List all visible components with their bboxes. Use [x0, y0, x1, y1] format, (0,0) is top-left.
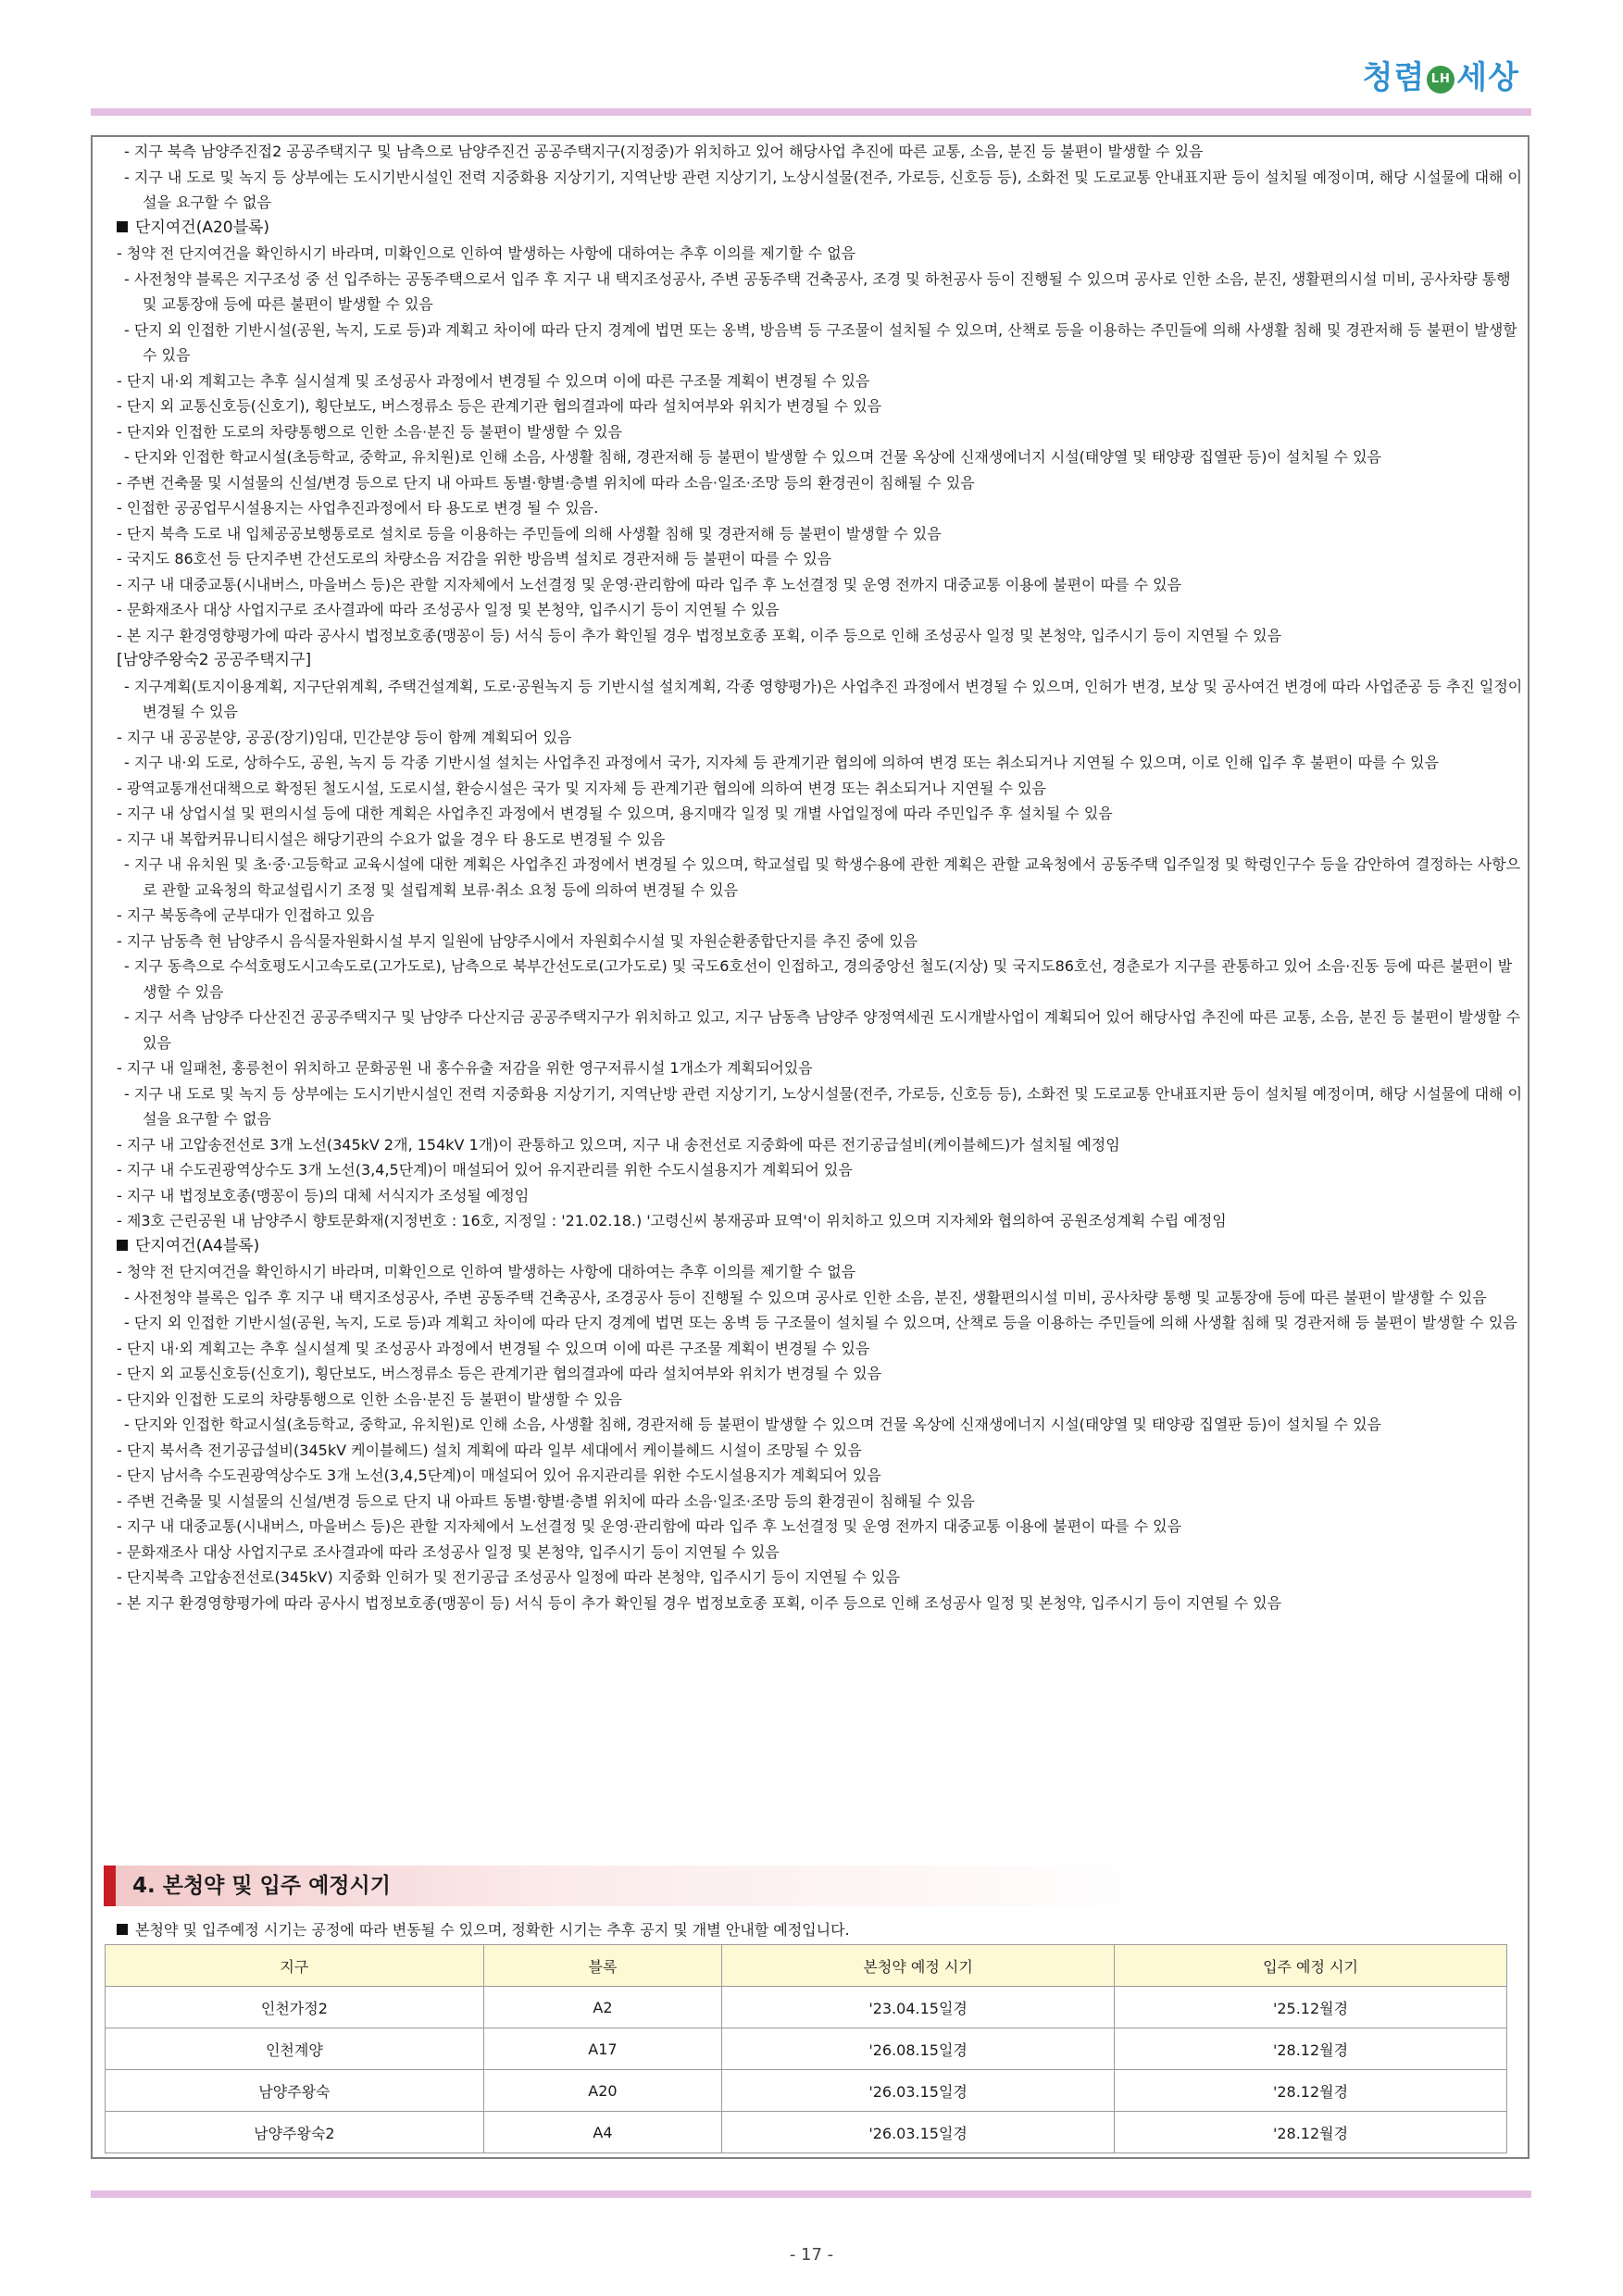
list-item: - 청약 전 단지여건을 확인하시기 바라며, 미확인으로 인하여 발생하는 사항에 대하여는 추후 이의를 제기할 수 없음: [117, 1263, 856, 1280]
list-item: - 지구계획(토지이용계획, 지구단위계획, 주택건설계획, 도로·공원녹지 등 기반시설 설치계획, 각종 영향평가)은 사업추진 과정에서 변경될 수 있으며, 인허가 변경, 보상 및 공사여건 변경에 따라 사업준공 등 추진 일정이 변경될 수 있음: [124, 677, 1523, 720]
list-item: - 광역교통개선대책으로 확정된 철도시설, 도로시설, 환승시설은 국가 및 지자체 등 관계기관 협의에 의하여 변경 또는 취소되거나 지연될 수 있음: [117, 779, 1046, 797]
logo-emblem-icon: LH: [1427, 66, 1454, 94]
header-accent-bar: [91, 108, 1531, 116]
wangsuk2-list: [117, 674, 1524, 1234]
section-4-note: [117, 1918, 850, 1940]
list-item: - 지구 내 복합커뮤니티시설은 해당기관의 수요가 없을 경우 타 용도로 변경될 수 있음: [117, 830, 666, 848]
column-header: 블록: [483, 1945, 721, 1987]
list-item: - 지구 남동측 현 남양주시 음식물자원화시설 부지 일원에 남양주시에서 자원회수시설 및 자원순환종합단지를 추진 중에 있음: [117, 931, 918, 950]
list-item: - 지구 내 일패천, 홍릉천이 위치하고 문화공원 내 홍수유출 저감을 위한 영구저류시설 1개소가 계획되어있음: [117, 1059, 813, 1077]
list-item: - 단지 외 인접한 기반시설(공원, 녹지, 도로 등)과 계획고 차이에 따라 단지 경계에 법면 또는 옹벽, 방음벽 등 구조물이 설치될 수 있으며, 산책로 등을 이용하는 주민들에 의해 사생활 침해 및 경관저해 등 불편이 발생할 수 있음: [124, 320, 1517, 364]
list-item: - 지구 내 유치원 및 초·중·고등학교 교육시설에 대한 계획은 사업추진 과정에서 변경될 수 있으며, 학교설립 및 학생수용에 관한 계획은 관할 교육청에서 공동주택 입주일정 및 학령인구수 등을 감안하여 결정하는 사항으로 관할 교육청의 학교설립시기 조정 및 설립계획 보류·취소 요청 등에 의하여 변경될 수 있음: [124, 855, 1521, 899]
list-item: - 지구 내 대중교통(시내버스, 마을버스 등)은 관할 지자체에서 노선결정 및 운영·관리함에 따라 입주 후 노선결정 및 운영 전까지 대중교통 이용에 불편이 따를 수 있음: [117, 1517, 1182, 1535]
section-4-title: 4. 본청약 및 입주 예정시기: [104, 1866, 1515, 1906]
list-item: - 지구 내 공공분양, 공공(장기)임대, 민간분양 등이 함께 계획되어 있음: [117, 728, 572, 746]
list-item: - 문화재조사 대상 사업지구로 조사결과에 따라 조성공사 일정 및 본청약, 입주시기 등이 지연될 수 있음: [117, 1542, 780, 1561]
column-header: 입주 예정 시기: [1115, 1945, 1507, 1987]
list-item: - 단지와 인접한 학교시설(초등학교, 중학교, 유치원)로 인해 소음, 사생활 침해, 경관저해 등 불편이 발생할 수 있으며 건물 옥상에 신재생에너지 시설(태양열 및 태양광 집열판 등)이 설치될 수 있음: [124, 1416, 1381, 1433]
subscription-date-cell: '26.08.15일경: [722, 2028, 1115, 2070]
table-header-row: [106, 1945, 1507, 1987]
list-item: - 지구 내 대중교통(시내버스, 마을버스 등)은 관할 지자체에서 노선결정 및 운영·관리함에 따라 입주 후 노선결정 및 운영 전까지 대중교통 이용에 불편이 따를 수 있음: [117, 575, 1182, 593]
subscription-date-cell: '26.03.15일경: [722, 2112, 1115, 2153]
footer-accent-bar: [91, 2190, 1531, 2198]
list-item: - 지구 동측으로 수석호평도시고속도로(고가도로), 남측으로 북부간선도로(고가도로) 및 국도6호선이 인접하고, 경의중앙선 철도(지상) 및 국지도86호선, 경춘로가 지구를 관통하고 있어 소음·진동 등에 따른 불편이 발생할 수 있음: [124, 957, 1513, 1001]
column-header: 지구: [106, 1945, 484, 1987]
list-item: - 본 지구 환경영향평가에 따라 공사시 법정보호종(맹꽁이 등) 서식 등이 추가 확인될 경우 법정보호종 포획, 이주 등으로 인해 조성공사 일정 및 본청약, 입주시기 등이 지연될 수 있음: [117, 1593, 1282, 1612]
square-bullet-icon: [117, 221, 128, 232]
a20-heading-text: 단지여건(A20블록): [135, 218, 270, 237]
section-4-note-text: 본청약 및 입주예정 시기는 공정에 따라 변동될 수 있으며, 정확한 시기는 추후 공지 및 개별 안내할 예정입니다.: [135, 1921, 850, 1939]
a4-heading: [117, 1234, 1524, 1260]
list-item: - 지구 내 수도권광역상수도 3개 노선(3,4,5단계)이 매설되어 있어 유지관리를 위한 수도시설용지가 계획되어 있음: [117, 1161, 853, 1179]
column-header: 본청약 예정 시기: [722, 1945, 1115, 1987]
list-item: - 지구 서측 남양주 다산진건 공공주택지구 및 남양주 다산지금 공공주택지구가 위치하고 있고, 지구 남동측 남양주 양정역세권 도시개발사업이 계획되어 있어 해당사업 추진에 따른 교통, 소음, 분진 등 불편이 발생할 수 있음: [124, 1008, 1521, 1052]
list-item: - 문화재조사 대상 사업지구로 조사결과에 따라 조성공사 일정 및 본청약, 입주시기 등이 지연될 수 있음: [117, 601, 780, 618]
block-cell: A17: [483, 2028, 721, 2070]
table-row: [106, 2070, 1507, 2112]
schedule-table: [105, 1944, 1507, 2153]
a20-list: [117, 241, 1524, 648]
a4-heading-text: 단지여건(A4블록): [135, 1236, 260, 1255]
block-cell: A2: [483, 1987, 721, 2028]
table-row: [106, 1987, 1507, 2028]
a20-heading: [117, 216, 1524, 242]
square-bullet-icon: [117, 1924, 128, 1935]
list-item: - 단지 외 교통신호등(신호기), 횡단보도, 버스정류소 등은 관계기관 협의결과에 따라 설치여부와 위치가 변경될 수 있음: [117, 397, 882, 415]
list-item: - 제3호 근린공원 내 남양주시 향토문화재(지정번호 : 16호, 지정일 : '21.02.18.) '고령신씨 봉재공파 묘역'이 위치하고 있으며 지자체와 협의하여 공원조성계획 수립 예정임: [117, 1212, 1227, 1229]
table-row: [106, 2028, 1507, 2070]
district-cell: 남양주왕숙: [106, 2070, 484, 2112]
subscription-date-cell: '26.03.15일경: [722, 2070, 1115, 2112]
list-item: - 단지와 인접한 학교시설(초등학교, 중학교, 유치원)로 인해 소음, 사생활 침해, 경관저해 등 불편이 발생할 수 있으며 건물 옥상에 신재생에너지 시설(태양열 및 태양광 집열판 등)이 설치될 수 있음: [124, 448, 1381, 466]
move-in-date-cell: '25.12월경: [1115, 1987, 1507, 2028]
subscription-date-cell: '23.04.15일경: [722, 1987, 1115, 2028]
table-row: [106, 2112, 1507, 2153]
list-item: - 지구 내·외 도로, 상하수도, 공원, 녹지 등 각종 기반시설 설치는 사업추진 과정에서 국가, 지자체 등 관계기관 협의에 의하여 변경 또는 취소되거나 지연될 수 있으며, 이로 인해 입주 후 불편이 따를 수 있음: [124, 754, 1440, 771]
list-item: - 단지 북서측 전기공급설비(345kV 케이블헤드) 설치 계획에 따라 일부 세대에서 케이블헤드 시설이 조망될 수 있음: [117, 1441, 862, 1459]
move-in-date-cell: '28.12월경: [1115, 2070, 1507, 2112]
list-item: - 단지 외 교통신호등(신호기), 횡단보도, 버스정류소 등은 관계기관 협의결과에 따라 설치여부와 위치가 변경될 수 있음: [117, 1365, 882, 1382]
intro-list: [117, 139, 1524, 216]
list-item: - 단지 내·외 계획고는 추후 실시설계 및 조성공사 과정에서 변경될 수 있으며 이에 따른 구조물 계획이 변경될 수 있음: [117, 371, 870, 390]
move-in-date-cell: '28.12월경: [1115, 2028, 1507, 2070]
document-body: [117, 139, 1524, 1616]
list-item: - 단지 외 인접한 기반시설(공원, 녹지, 도로 등)과 계획고 차이에 따라 단지 경계에 법면 또는 옹벽 등 구조물이 설치될 수 있으며, 산책로 등을 이용하는 주민들에 의해 사생활 침해 및 경관저해 등 불편이 발생할 수 있음: [124, 1314, 1517, 1331]
block-cell: A4: [483, 2112, 721, 2153]
list-item: - 단지 내·외 계획고는 추후 실시설계 및 조성공사 과정에서 변경될 수 있으며 이에 따른 구조물 계획이 변경될 수 있음: [117, 1339, 870, 1357]
list-item: - 주변 건축물 및 시설물의 신설/변경 등으로 단지 내 아파트 동별·향별·층별 위치에 따라 소음·일조·조망 등의 환경권이 침해될 수 있음: [117, 1491, 975, 1510]
move-in-date-cell: '28.12월경: [1115, 2112, 1507, 2153]
list-item: - 국지도 86호선 등 단지주변 간선도로의 차량소음 저감을 위한 방음벽 설치로 경관저해 등 불편이 따를 수 있음: [117, 550, 832, 568]
list-item: - 단지와 인접한 도로의 차량통행으로 인한 소음·분진 등 불편이 발생할 수 있음: [117, 422, 622, 441]
a4-list: [117, 1259, 1524, 1616]
block-cell: A20: [483, 2070, 721, 2112]
list-item: - 본 지구 환경영향평가에 따라 공사시 법정보호종(맹꽁이 등) 서식 등이 추가 확인될 경우 법정보호종 포획, 이주 등으로 인해 조성공사 일정 및 본청약, 입주시기 등이 지연될 수 있음: [117, 626, 1282, 644]
list-item: - 사전청약 블록은 입주 후 지구 내 택지조성공사, 주변 공동주택 건축공사, 조경공사 등이 진행될 수 있으며 공사로 인한 소음, 분진, 생활편의시설 미비, 공사차량 통행 및 교통장애 등에 따른 불편이 발생할 수 있음: [124, 1288, 1487, 1306]
district-cell: 남양주왕숙2: [106, 2112, 484, 2153]
list-item: - 지구 내 법정보호종(맹꽁이 등)의 대체 서식지가 조성될 예정임: [117, 1186, 530, 1204]
list-item: - 주변 건축물 및 시설물의 신설/변경 등으로 단지 내 아파트 동별·향별·층별 위치에 따라 소음·일조·조망 등의 환경권이 침해될 수 있음: [117, 473, 975, 492]
list-item: - 청약 전 단지여건을 확인하시기 바라며, 미확인으로 인하여 발생하는 사항에 대하여는 추후 이의를 제기할 수 없음: [117, 244, 856, 262]
list-item: - 지구 북측 남양주진접2 공공주택지구 및 남측으로 남양주진건 공공주택지구(지정중)가 위치하고 있어 해당사업 추진에 따른 교통, 소음, 분진 등 불편이 발생할 수 있음: [124, 143, 1204, 160]
wangsuk2-heading: [남양주왕숙2 공공주택지구]: [117, 651, 312, 669]
list-item: - 지구 내 도로 및 녹지 등 상부에는 도시기반시설인 전력 지중화용 지상기기, 지역난방 관련 지상기기, 노상시설물(전주, 가로등, 신호등 등), 소화전 및 도로교통 안내표지판 등이 설치될 예정이며, 해당 시설물에 대해 이설을 요구할 수 없음: [124, 168, 1523, 211]
page-number: - 17 -: [789, 2245, 834, 2265]
brand-logo: [1363, 52, 1519, 97]
list-item: - 단지 남서측 수도권광역상수도 3개 노선(3,4,5단계)이 매설되어 있어 유지관리를 위한 수도시설용지가 계획되어 있음: [117, 1466, 881, 1484]
list-item: - 단지북측 고압송전선로(345kV) 지중화 인허가 및 전기공급 조성공사 일정에 따라 본청약, 입주시기 등이 지연될 수 있음: [117, 1568, 900, 1586]
list-item: - 지구 내 고압송전선로 3개 노선(345kV 2개, 154kV 1개)이 관통하고 있으며, 지구 내 송전선로 지중화에 따른 전기공급설비(케이블헤드)가 설치될 예정임: [117, 1135, 1120, 1154]
district-cell: 인천계양: [106, 2028, 484, 2070]
district-cell: 인천가정2: [106, 1987, 484, 2028]
logo-right-text: 세상: [1456, 59, 1519, 96]
list-item: - 인접한 공공업무시설용지는 사업추진과정에서 타 용도로 변경 될 수 있음.: [117, 499, 599, 517]
list-item: - 단지와 인접한 도로의 차량통행으로 인한 소음·분진 등 불편이 발생할 수 있음: [117, 1390, 622, 1408]
list-item: - 사전청약 블록은 지구조성 중 선 입주하는 공동주택으로서 입주 후 지구 내 택지조성공사, 주변 공동주택 건축공사, 조경 및 하천공사 등이 진행될 수 있으며 공사로 인한 소음, 분진, 생활편의시설 미비, 공사차량 통행 및 교통장애 등에 따른 불편이 발생할 수 있음: [124, 269, 1511, 313]
list-item: - 단지 북측 도로 내 입체공공보행통로로 설치로 등을 이용하는 주민들에 의해 사생활 침해 및 경관저해 등 불편이 발생할 수 있음: [117, 524, 942, 543]
list-item: - 지구 북동측에 군부대가 인접하고 있음: [117, 906, 375, 924]
list-item: - 지구 내 상업시설 및 편의시설 등에 대한 계획은 사업추진 과정에서 변경될 수 있으며, 용지매각 일정 및 개별 사업일정에 따라 주민입주 후 설치될 수 있음: [117, 805, 1113, 822]
list-item: - 지구 내 도로 및 녹지 등 상부에는 도시기반시설인 전력 지중화용 지상기기, 지역난방 관련 지상기기, 노상시설물(전주, 가로등, 신호등 등), 소화전 및 도로교통 안내표지판 등이 설치될 예정이며, 해당 시설물에 대해 이설을 요구할 수 없음: [124, 1084, 1523, 1128]
square-bullet-icon: [117, 1240, 128, 1251]
logo-left-text: 청렴: [1362, 59, 1426, 96]
